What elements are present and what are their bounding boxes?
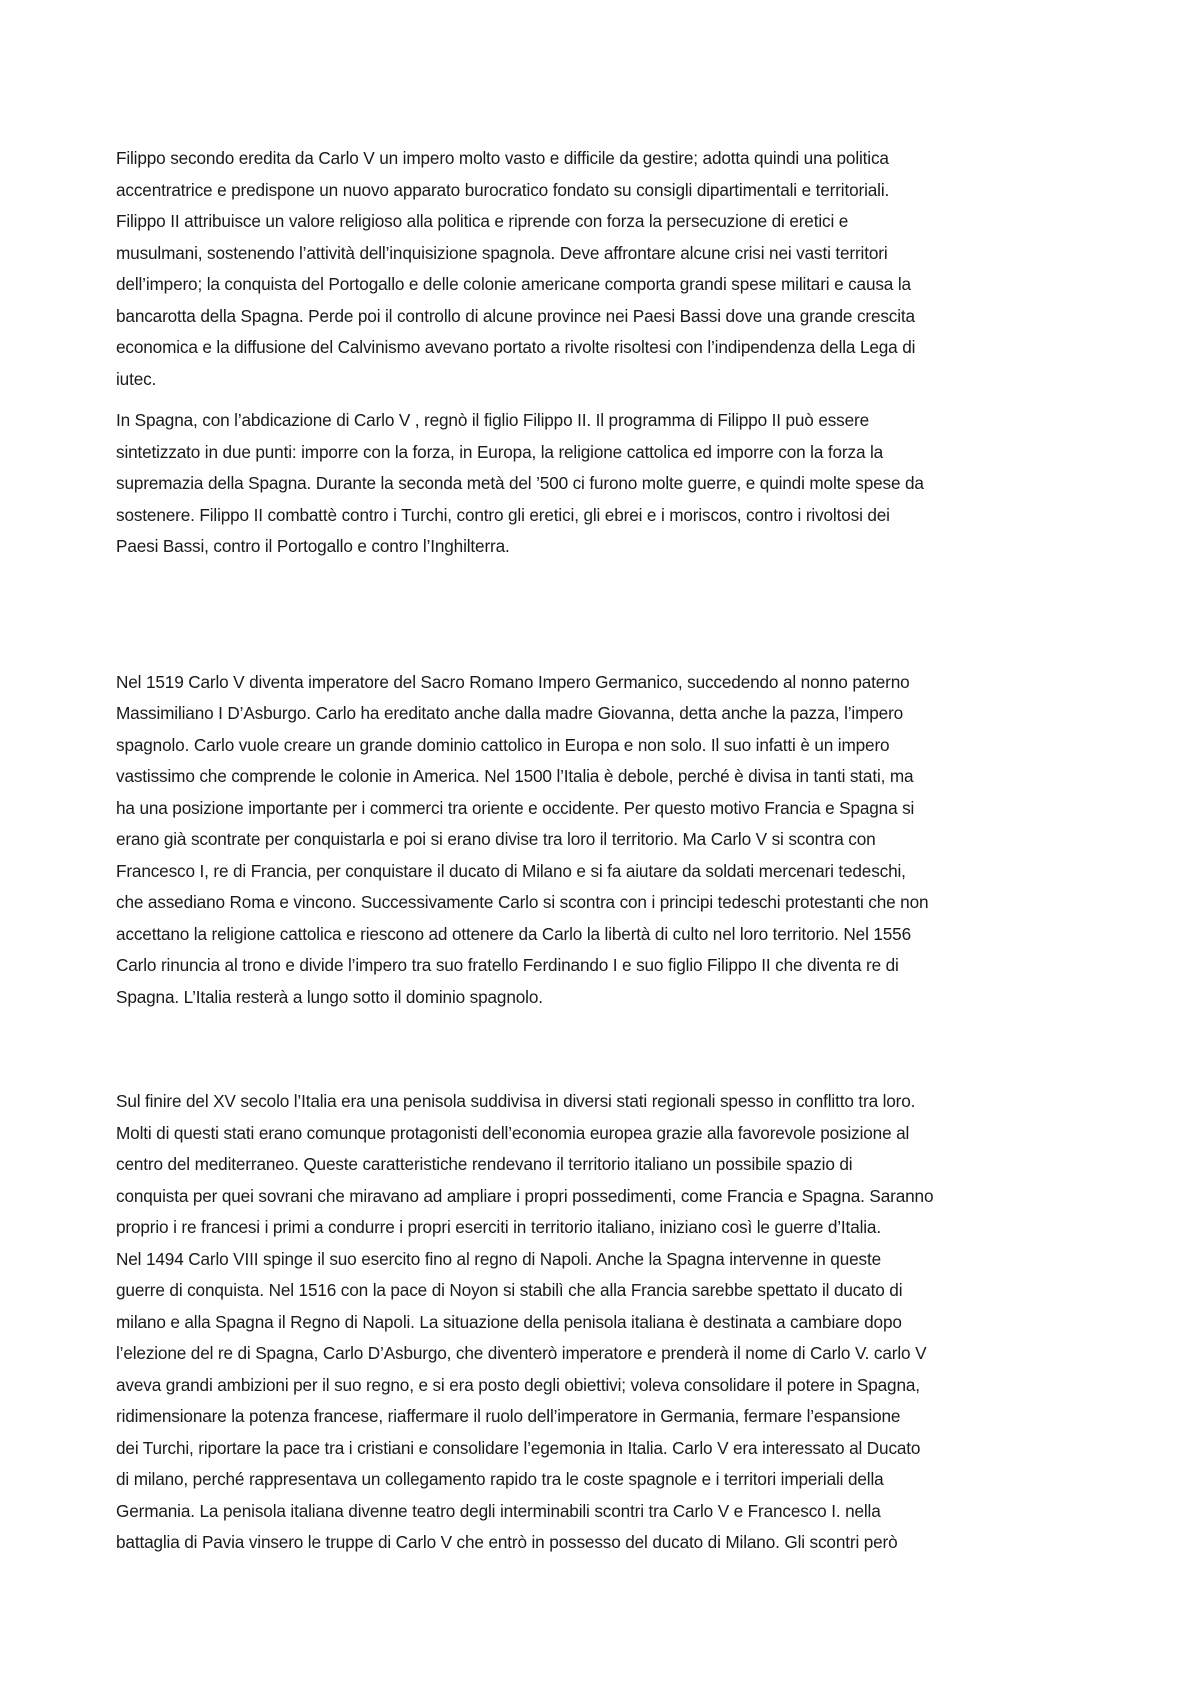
text-line: Germania. La penisola italiana divenne teatro degli interminabili scontri tra Carlo V e Francesco I. nella xyxy=(116,1500,881,1521)
text-line: dell’impero; la conquista del Portogallo e delle colonie americane comporta grandi spese militari e causa la xyxy=(116,274,911,294)
text-line: vastissimo che comprende le colonie in America. Nel 1500 l’Italia è debole, perché è divisa in tanti stati, ma xyxy=(116,766,914,786)
text-line: sostenere. Filippo II combattè contro i Turchi, contro gli eretici, gli ebrei e i moriscos, contro i rivoltosi dei xyxy=(116,504,890,525)
text-line: In Spagna, con l’abdicazione di Carlo V , regnò il figlio Filippo II. Il programma di Filippo II può essere xyxy=(116,410,870,430)
text-line: accentratrice e predispone un nuovo apparato burocratico fondato su consigli dipartimentali e territoriali. xyxy=(116,179,890,200)
section-spacer xyxy=(116,563,1096,667)
paragraph-filippo-ii-policy xyxy=(116,143,1096,395)
paragraph-filippo-ii-program xyxy=(116,405,1096,563)
text-line: Filippo secondo eredita da Carlo V un impero molto vasto e difficile da gestire; adotta quindi una politica xyxy=(116,148,889,168)
text-line: aveva grandi ambizioni per il suo regno, e si era posto degli obiettivi; voleva consolidare il potere in Spagna, xyxy=(116,1374,920,1395)
paragraph-carlo-v-empire xyxy=(116,667,1096,1014)
text-line: guerre di conquista. Nel 1516 con la pace di Noyon si stabilì che alla Francia sarebbe spettato il ducato di xyxy=(116,1280,903,1300)
text-line: musulmani, sostenendo l’attività dell’inquisizione spagnola. Deve affrontare alcune crisi nei vasti territori xyxy=(116,242,888,263)
text-line: Molti di questi stati erano comunque protagonisti dell’economia europea grazie alla favorevole posizione al xyxy=(116,1122,910,1143)
paragraph-guerre-d-italia xyxy=(116,1086,1096,1559)
text-line: l’elezione del re di Spagna, Carlo D’Asburgo, che diventerò imperatore e prenderà il nome di Carlo V. carlo V xyxy=(116,1343,927,1363)
text-line: Spagna. L’Italia resterà a lungo sotto il dominio spagnolo. xyxy=(116,986,543,1007)
text-line: battaglia di Pavia vinsero le truppe di Carlo V che entrò in possesso del ducato di Milano. Gli scontri però xyxy=(116,1532,898,1552)
text-line: ha una posizione importante per i commerci tra oriente e occidente. Per questo motivo Francia e Spagna si xyxy=(116,797,915,818)
paragraph-spacer xyxy=(116,395,1096,405)
text-line: Massimiliano I D’Asburgo. Carlo ha ereditato anche dalla madre Giovanna, detta anche la pazza, l’impero xyxy=(116,703,904,723)
text-line: conquista per quei sovrani che miravano ad ampliare i propri possedimenti, come Francia e Spagna. Saranno xyxy=(116,1185,934,1206)
text-line: dei Turchi, riportare la pace tra i cristiani e consolidare l’egemonia in Italia. Carlo V era interessato al Ducato xyxy=(116,1437,921,1458)
text-line: Nel 1519 Carlo V diventa imperatore del Sacro Romano Impero Germanico, succedendo al nonno paterno xyxy=(116,671,910,692)
text-line: milano e alla Spagna il Regno di Napoli. La situazione della penisola italiana è destinata a cambiare dopo xyxy=(116,1311,902,1332)
text-line: bancarotta della Spagna. Perde poi il controllo di alcune province nei Paesi Bassi dove una grande crescita xyxy=(116,305,915,326)
text-line: ridimensionare la potenza francese, riaffermare il ruolo dell’imperatore in Germania, fermare l’espansione xyxy=(116,1406,901,1426)
text-line: accettano la religione cattolica e riescono ad ottenere da Carlo la libertà di culto nel loro territorio. Nel 1556 xyxy=(116,923,911,944)
text-line: spagnolo. Carlo vuole creare un grande dominio cattolico in Europa e non solo. Il suo infatti è un impero xyxy=(116,734,890,755)
text-line: di milano, perché rappresentava un collegamento rapido tra le coste spagnole e i territori imperiali della xyxy=(116,1469,884,1489)
text-line: iutec. xyxy=(116,368,157,389)
section-spacer xyxy=(116,1013,1096,1086)
text-line: Sul finire del XV secolo l’Italia era una penisola suddivisa in diversi stati regionali spesso in conflitto tra loro. xyxy=(116,1091,916,1111)
text-line: economica e la diffusione del Calvinismo avevano portato a rivolte risoltesi con l’indipendenza della Lega di xyxy=(116,337,916,357)
text-line: proprio i re francesi i primi a condurre i propri eserciti in territorio italiano, iniziano così le guerre d’Italia. xyxy=(116,1217,881,1237)
text-line: Carlo rinuncia al trono e divide l’impero tra suo fratello Ferdinando I e suo figlio Filippo II che diventa re di xyxy=(116,955,899,975)
text-line: Francesco I, re di Francia, per conquistare il ducato di Milano e si fa aiutare da soldati mercenari tedeschi, xyxy=(116,860,906,881)
text-line: che assediano Roma e vincono. Successivamente Carlo si scontra con i principi tedeschi protestanti che non xyxy=(116,892,929,912)
text-line: Paesi Bassi, contro il Portogallo e contro l’Inghilterra. xyxy=(116,536,510,556)
text-line: supremazia della Spagna. Durante la seconda metà del ’500 ci furono molte guerre, e quindi molte spese da xyxy=(116,473,924,493)
text-line: Filippo II attribuisce un valore religioso alla politica e riprende con forza la persecuzione di eretici e xyxy=(116,211,849,231)
text-line: sintetizzato in due punti: imporre con la forza, in Europa, la religione cattolica ed imporre con la forza la xyxy=(116,441,884,462)
document-text-body xyxy=(116,143,1096,1559)
text-line: erano già scontrate per conquistarla e poi si erano divise tra loro il territorio. Ma Carlo V si scontra con xyxy=(116,829,876,849)
text-line: Nel 1494 Carlo VIII spinge il suo esercito fino al regno di Napoli. Anche la Spagna intervenne in queste xyxy=(116,1248,882,1269)
text-line: centro del mediterraneo. Queste caratteristiche rendevano il territorio italiano un possibile spazio di xyxy=(116,1154,853,1174)
